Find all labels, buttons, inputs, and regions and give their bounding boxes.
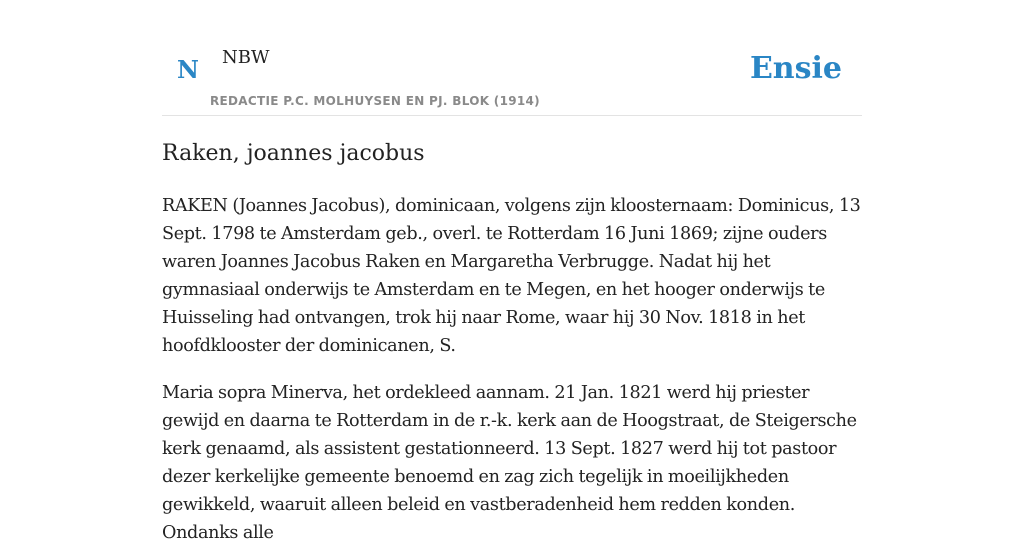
header <box>162 0 862 116</box>
article-paragraph-1: RAKEN (Joannes Jacobus), dominicaan, volgens zijn kloosternaam: Dominicus, 13 Sept. 1798 te Amsterdam geb., overl. te Rotterdam 16 Juni 1869; zijne ouders waren Joannes Jacobus Raken en Margaretha Verbrugge. Nadat hij het gymnasiaal onderwijs te Amsterdam en te Megen, en het hooger onderwijs te Huisseling had ontvangen, trok hij naar Rome, waar hij 30 Nov. 1818 in het hoofdklooster der dominicanen, S. <box>162 196 861 356</box>
article <box>162 138 862 547</box>
source-name[interactable]: NBW <box>222 47 270 68</box>
article-title: Raken, joannes jacobus <box>162 141 425 166</box>
source-editors: REDACTIE P.C. MOLHUYSEN EN PJ. BLOK (1914) <box>210 94 540 108</box>
brand-logo-link[interactable]: Ensie <box>749 51 842 86</box>
article-paragraph-2: Maria sopra Minerva, het ordekleed aannam. 21 Jan. 1821 werd hij priester gewijd en daarna te Rotterdam in de r.-k. kerk aan de Hoogstraat, de Steigersche kerk genaamd, als assistent gestationneerd. 13 Sept. 1827 werd hij tot pastoor dezer kerkelijke gemeente benoemd en zag zich tegelijk in moeilijkheden gewikkeld, waaruit alleen beleid en vastberadenheid hem redden konden. Ondanks alle <box>162 383 857 543</box>
source-logo-icon: N <box>177 55 199 84</box>
